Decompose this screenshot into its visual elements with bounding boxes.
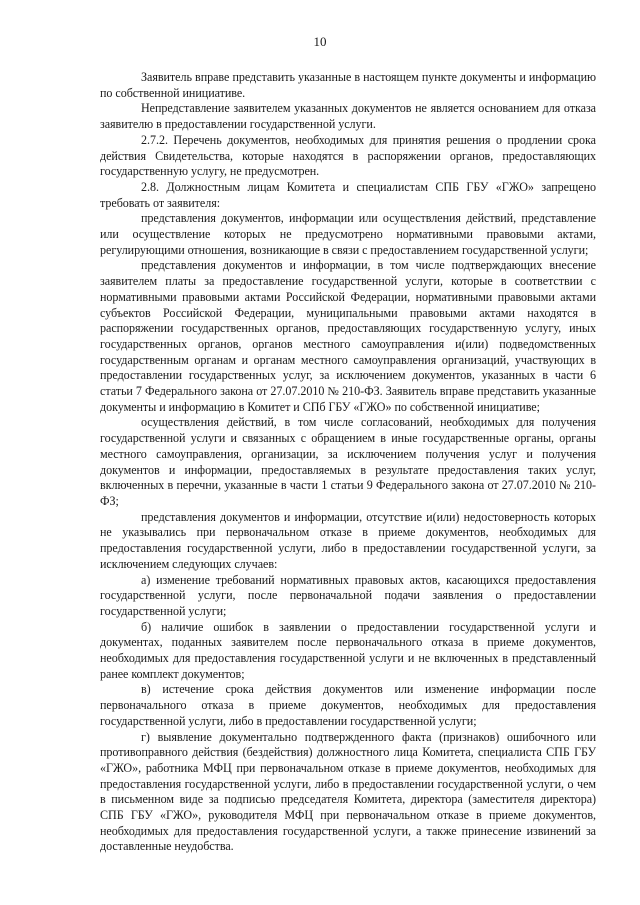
paragraph-prohibition-3: осуществления действий, в том числе согласований, необходимых для получения государственной услуги и связанных с обращением в иные государственные органы, органы местного самоуправления, организации, за исключением получения услуг и получения документов и информации, предоставляемых в результате предоставления таких услуг, включенных в перечни, указанные в части 1 статьи 9 Федерального закона от 27.07.2010 № 210-ФЗ; — [100, 415, 596, 508]
paragraph-case-b: б) наличие ошибок в заявлении о предоставлении государственной услуги и документах, поданных заявителем после первоначального отказа в приеме документов, необходимых для предоставления государственной услуги и не включенных в представленный ранее комплект документов; — [100, 619, 596, 681]
paragraph-case-c: в) истечение срока действия документов или изменение информации после первоначального отказа в приеме документов, необходимых для предоставления государственной услуги, либо в предоставлении государственной услуги; — [100, 682, 596, 728]
paragraph-applicant-right: Заявитель вправе представить указанные в настоящем пункте документы и информацию по собственной инициативе. — [100, 70, 596, 100]
paragraph-2-8: 2.8. Должностным лицам Комитета и специалистам СПБ ГБУ «ГЖО» запрещено требовать от заявителя: — [100, 179, 596, 210]
paragraph-case-d: г) выявление документально подтвержденного факта (признаков) ошибочного или противоправного действия (бездействия) должностного лица Комитета, специалиста СПБ ГБУ «ГЖО», работника МФЦ при первоначальном отказе в приеме документов, необходимых для предоставления государственной услуги, либо в предоставлении государственной услуги, о чем в письменном виде за подписью председателя Комитета, директора (заместителя директора) СПБ ГБУ «ГЖО», руководителя МФЦ при первоначальном отказе в приеме документов, необходимых для предоставления государственной услуги, а также принесение извинений за доставленные неудобства. — [100, 729, 596, 854]
page-number: 10 — [313, 34, 327, 49]
paragraph-2-7-2: 2.7.2. Перечень документов, необходимых для принятия решения о продлении срока действия Свидетельства, которые находятся в распоряжении органов, предоставляющих государственную услугу, не предусмотрен. — [100, 132, 596, 179]
paragraph-case-a: а) изменение требований нормативных правовых актов, касающихся предоставления государственной услуги, после первоначальной подачи заявления о предоставлении государственной услуги; — [100, 572, 596, 618]
document-body — [100, 70, 596, 855]
paragraph-prohibition-4: представления документов и информации, отсутствие и(или) недостоверность которых не указывались при первоначальном отказе в приеме документов, необходимых для предоставления государственной услуги, либо в предоставлении государственной услуги, за исключением следующих случаев: — [100, 509, 596, 571]
paragraph-non-submission: Непредставление заявителем указанных документов не является основанием для отказа заявителю в предоставлении государственной услуги. — [100, 101, 596, 132]
paragraph-prohibition-1: представления документов, информации или осуществления действий, представление или осуществление которых не предусмотрено нормативными правовыми актами, регулирующими отношения, возникающие в связи с предоставлением государственной услуги; — [100, 211, 596, 257]
paragraph-prohibition-2: представления документов и информации, в том числе подтверждающих внесение заявителем платы за предоставление государственной услуги, которые в соответствии с нормативными правовыми актами Российской Федерации, нормативными правовыми актами субъектов Российской Федерации, муниципальными правовыми актами находятся в распоряжении государственных органов, предоставляющих государственную услугу, иных государственных органов, органов местного самоуправления и(или) подведомственных государственным органам и органам местного самоуправления организаций, участвующих в предоставлении государственных услуг, за исключением документов, указанных в части 6 статьи 7 Федерального закона от 27.07.2010 № 210-ФЗ. Заявитель вправе представить указанные документы и информацию в Комитет и СПб ГБУ «ГЖО» по собственной инициативе; — [100, 258, 596, 414]
